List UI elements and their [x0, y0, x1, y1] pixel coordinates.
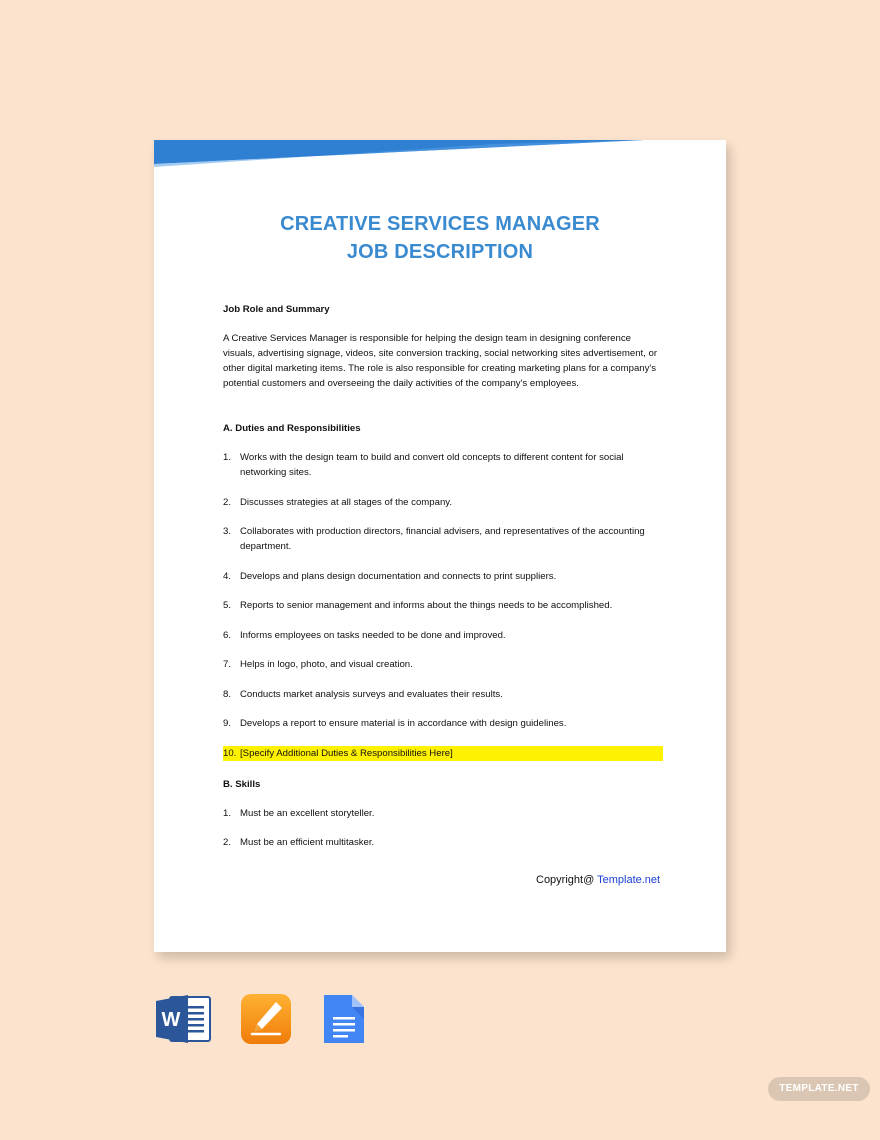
summary-heading: Job Role and Summary	[223, 304, 330, 315]
list-item	[223, 806, 663, 821]
template-watermark: TEMPLATE.NET	[768, 1077, 870, 1101]
item-number: 6.	[223, 629, 232, 641]
list-item	[223, 657, 663, 672]
skills-heading: B. Skills	[223, 778, 261, 790]
item-number: 8.	[223, 688, 232, 700]
list-item	[223, 687, 663, 702]
list-item	[223, 495, 663, 510]
skills-list	[223, 806, 663, 851]
list-item	[223, 524, 663, 554]
copyright-prefix: Copyright@	[536, 874, 598, 886]
item-text: Works with the design team to build and convert old concepts to different content for social networking sites.	[240, 452, 624, 478]
placeholder-highlight-text: [Specify Additional Duties & Responsibilities Here]	[240, 746, 663, 761]
copyright-notice	[536, 874, 660, 886]
item-text: Conducts market analysis surveys and evaluates their results.	[240, 688, 503, 700]
list-item	[223, 628, 663, 643]
summary-paragraph: A Creative Services Manager is responsible for helping the design team in designing conference visuals, advertising signage, videos, site conversion tracking, social networking sites advertisement, or other digital marketing items. The role is also responsible for creating marketing plans for a company's potential customers and overseeing the daily activities of the company's employees.	[223, 333, 658, 389]
skills-section	[223, 777, 663, 851]
word-letter: W	[161, 1009, 181, 1031]
title-line-2: JOB DESCRIPTION	[346, 241, 534, 263]
google-docs-app-icon[interactable]	[316, 993, 372, 1045]
copyright-link[interactable]: Template.net	[597, 874, 661, 886]
item-text: Helps in logo, photo, and visual creation.	[240, 659, 413, 670]
list-item	[223, 835, 663, 850]
word-app-icon[interactable]	[156, 993, 212, 1045]
item-text: Must be an efficient multitasker.	[240, 837, 375, 848]
item-text: Informs employees on tasks needed to be done and improved.	[240, 629, 506, 641]
item-number: 3.	[223, 526, 232, 537]
list-item	[223, 569, 663, 584]
list-item	[223, 598, 663, 613]
item-number: 1.	[223, 807, 232, 819]
document-page	[154, 140, 726, 952]
item-number: 5.	[223, 600, 232, 611]
item-number: 4.	[223, 570, 232, 582]
list-item	[223, 716, 663, 731]
item-number: 9.	[223, 718, 232, 729]
item-number: 10.	[223, 746, 240, 761]
duties-list	[223, 450, 663, 761]
item-text: Develops and plans design documentation and connects to print suppliers.	[240, 570, 557, 582]
item-number: 7.	[223, 659, 232, 670]
item-text: Must be an excellent storyteller.	[240, 807, 375, 819]
duties-heading: A. Duties and Responsibilities	[223, 423, 361, 434]
document-body	[223, 302, 663, 865]
document-title	[154, 210, 726, 266]
duties-section	[223, 421, 663, 761]
item-text: Reports to senior management and informs about the things needs to be accomplished.	[240, 600, 613, 611]
list-item	[223, 450, 663, 480]
item-text: Discusses strategies at all stages of the company.	[240, 496, 453, 508]
placeholder-list-item	[223, 746, 663, 761]
item-text: Develops a report to ensure material is in accordance with design guidelines.	[240, 718, 567, 729]
pages-app-icon[interactable]	[238, 993, 294, 1045]
item-text: Collaborates with production directors, financial advisers, and representatives of the accounting department.	[240, 526, 645, 552]
item-number: 2.	[223, 837, 232, 848]
item-number: 1.	[223, 452, 232, 463]
title-line-1: CREATIVE SERVICES MANAGER	[280, 213, 600, 235]
header-accent-band	[154, 140, 726, 170]
item-number: 2.	[223, 496, 232, 508]
